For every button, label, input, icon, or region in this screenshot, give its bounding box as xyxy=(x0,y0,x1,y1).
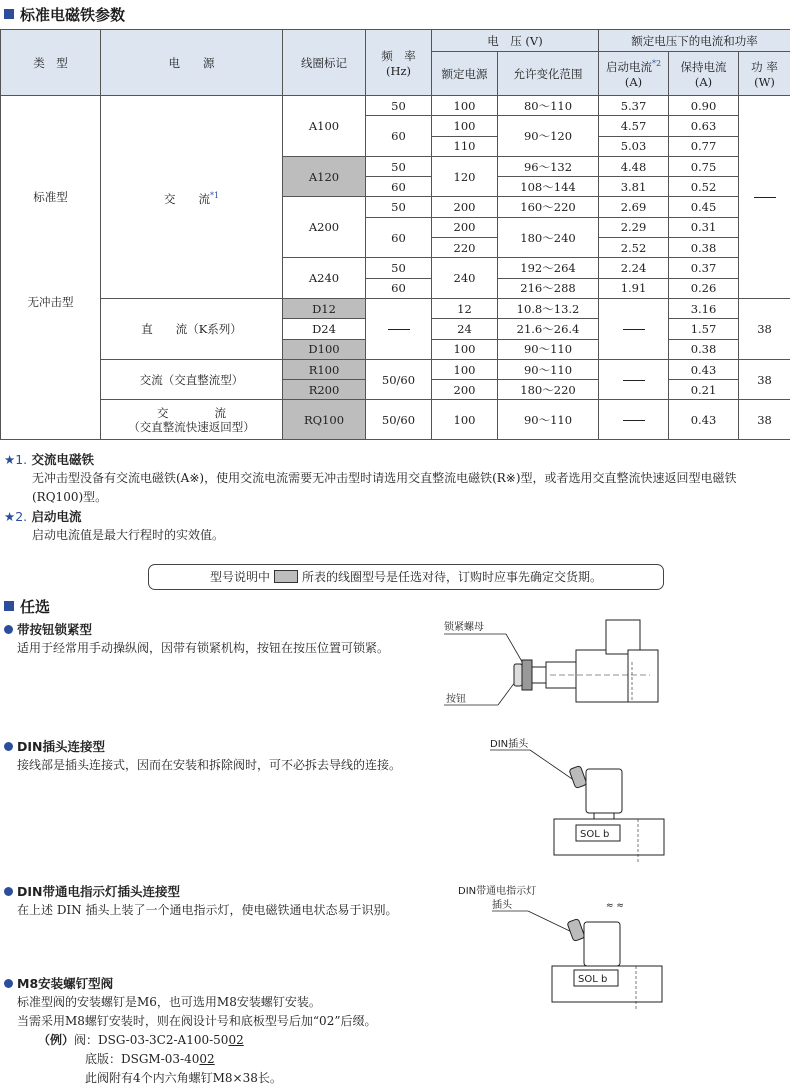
option-heading: DIN带通电指示灯插头连接型 xyxy=(4,882,404,901)
freq-cell: 50 xyxy=(366,96,432,116)
section-title-standard-solenoid: 标准电磁铁参数 xyxy=(4,4,125,25)
din-indicator-label-line1: DIN带通电指示灯 xyxy=(458,886,537,897)
rated-cell: 220 xyxy=(432,238,498,258)
start-cell xyxy=(599,359,669,400)
range-cell: 21.6～26.4 xyxy=(498,319,599,339)
solenoid-spec-table xyxy=(0,29,790,440)
start-cell: 2.29 xyxy=(599,217,669,237)
rated-cell: 200 xyxy=(432,217,498,237)
option-din-connector xyxy=(4,737,404,775)
rated-cell: 100 xyxy=(432,400,498,440)
freq-cell: 50/60 xyxy=(366,400,432,440)
header-start-current: 启动电流$^{*2}$ (A) xyxy=(599,52,669,96)
rated-cell: 120 xyxy=(432,156,498,197)
coil-cell: A200 xyxy=(283,197,366,258)
watt-cell xyxy=(739,96,790,299)
circle-bullet-icon xyxy=(4,625,13,634)
start-cell: 2.52 xyxy=(599,238,669,258)
square-bullet-icon xyxy=(4,601,14,611)
coil-legend-box: 型号说明中 所表的线圈型号是任选对待，订购时应事先确定交货期。 xyxy=(148,564,664,590)
start-cell xyxy=(599,400,669,440)
lock-nut-label: 锁紧螺母 xyxy=(444,622,484,633)
rated-cell: 200 xyxy=(432,380,498,400)
start-cell xyxy=(599,298,669,359)
hold-cell: 0.45 xyxy=(669,197,739,217)
push-button-lock-diagram xyxy=(430,612,660,712)
option-heading: DIN插头连接型 xyxy=(4,737,404,756)
hold-cell: 0.52 xyxy=(669,177,739,197)
section-title-options: 任选 xyxy=(4,596,50,617)
header-hold-current: 保持电流 (A) xyxy=(669,52,739,96)
header-rated-voltage: 额定电源 xyxy=(432,52,498,96)
header-current-group: 额定电压下的电流和功率 xyxy=(599,30,790,52)
type-shockless-cell: 无冲击型 xyxy=(1,298,101,439)
hold-cell: 0.43 xyxy=(669,400,739,440)
coil-cell: D100 xyxy=(283,339,366,359)
power-ac-cell: 交 流$^{*1}$ xyxy=(101,96,283,299)
rated-cell: 12 xyxy=(432,298,498,318)
start-cell: 5.03 xyxy=(599,136,669,156)
hold-cell: 0.77 xyxy=(669,136,739,156)
range-cell: 10.8～13.2 xyxy=(498,298,599,318)
power-dc-cell: 直 流（K系列） xyxy=(101,298,283,359)
power-fast-cell: 交 流 （交直整流快速返回型） xyxy=(101,400,283,440)
sol-b-label: SOL b xyxy=(578,974,608,985)
coil-cell: D12 xyxy=(283,298,366,318)
circle-bullet-icon xyxy=(4,742,13,751)
dash-icon xyxy=(754,197,776,198)
hold-cell: 0.31 xyxy=(669,217,739,237)
header-power: 电 源 xyxy=(101,30,283,96)
table-row xyxy=(1,298,790,318)
table-row xyxy=(1,96,790,116)
freq-cell: 60 xyxy=(366,177,432,197)
power-rect-cell: 交流（交直整流型） xyxy=(101,359,283,400)
freq-cell: 50 xyxy=(366,258,432,278)
start-cell: 2.24 xyxy=(599,258,669,278)
option-heading: M8安装螺钉型阀 xyxy=(4,974,564,993)
watt-cell: 38 xyxy=(739,359,790,400)
circle-bullet-icon xyxy=(4,979,13,988)
option-heading: 带按钮锁紧型 xyxy=(4,620,404,639)
header-coil: 线圈标记 xyxy=(283,30,366,96)
start-cell: 5.37 xyxy=(599,96,669,116)
hold-cell: 0.38 xyxy=(669,238,739,258)
rated-cell: 100 xyxy=(432,339,498,359)
hold-cell: 0.75 xyxy=(669,156,739,176)
option-push-button-lock xyxy=(4,620,404,658)
freq-cell: 60 xyxy=(366,116,432,157)
rated-cell: 24 xyxy=(432,319,498,339)
note-1-text: 无冲击型没备有交流电磁铁(A※)，使用交流电流需要无冲击型时请选用交直整流电磁铁(R※)型，或者选用交直整流快速返回型电磁铁(RQ100)型。 xyxy=(32,471,737,504)
header-voltage-range: 允许变化范围 xyxy=(498,52,599,96)
coil-cell: A240 xyxy=(283,258,366,299)
option-text: 在上述 DIN 插头上装了一个通电指示灯，使电磁铁通电状态易于识别。 xyxy=(17,903,398,917)
range-cell: 108～144 xyxy=(498,177,599,197)
circle-bullet-icon xyxy=(4,887,13,896)
gray-swatch-icon xyxy=(274,570,298,583)
coil-cell: R100 xyxy=(283,359,366,379)
dash-icon xyxy=(623,329,645,330)
option-text-2: 当需采用M8螺钉安装时，则在阀设计号和底板型号后加“02”后缀。 xyxy=(17,1014,377,1028)
table-row xyxy=(1,359,790,379)
rated-cell: 100 xyxy=(432,96,498,116)
dash-icon xyxy=(388,329,410,330)
option-din-with-indicator xyxy=(4,882,404,920)
type-standard-cell: 标准型 xyxy=(1,96,101,299)
coil-cell: A120 xyxy=(283,156,366,197)
range-cell: 90～110 xyxy=(498,400,599,440)
coil-cell: RQ100 xyxy=(283,400,366,440)
dash-icon xyxy=(623,380,645,381)
range-cell: 160～220 xyxy=(498,197,599,217)
footnotes xyxy=(4,450,786,545)
freq-cell: 60 xyxy=(366,217,432,258)
range-cell: 90～110 xyxy=(498,339,599,359)
note-2-heading: ★2. 启动电流 xyxy=(4,509,82,524)
range-cell: 216～288 xyxy=(498,278,599,298)
hold-cell: 0.90 xyxy=(669,96,739,116)
range-cell: 180～220 xyxy=(498,380,599,400)
option-text: 接线部是插头连接式，因而在安装和拆除阀时，可不必拆去导线的连接。 xyxy=(17,758,402,772)
freq-cell: 50 xyxy=(366,156,432,176)
header-power-watt: 功 率 (W) xyxy=(739,52,790,96)
note-2-text: 启动电流值是最大行程时的实效值。 xyxy=(32,528,225,542)
watt-cell: 38 xyxy=(739,400,790,440)
option-m8-bolt-valve xyxy=(4,974,564,1088)
coil-cell: A100 xyxy=(283,96,366,157)
example-base: 底版：DSGM-03-4002 xyxy=(85,1052,215,1066)
rated-cell: 100 xyxy=(432,116,498,136)
range-cell: 96～132 xyxy=(498,156,599,176)
din-indicator-label-line2: 插头 xyxy=(492,900,512,911)
range-cell: 90～120 xyxy=(498,116,599,157)
sol-b-label: SOL b xyxy=(580,829,610,840)
hold-cell: 0.38 xyxy=(669,339,739,359)
freq-cell: 60 xyxy=(366,278,432,298)
header-frequency: 频 率 (Hz) xyxy=(366,30,432,96)
table-row xyxy=(1,400,790,440)
hold-cell: 3.16 xyxy=(669,298,739,318)
rated-cell: 110 xyxy=(432,136,498,156)
start-cell: 4.48 xyxy=(599,156,669,176)
din-connector-diagram xyxy=(470,735,680,865)
start-cell: 4.57 xyxy=(599,116,669,136)
watt-cell: 38 xyxy=(739,298,790,359)
header-voltage: 电 压 (V) xyxy=(432,30,599,52)
dash-icon xyxy=(623,420,645,421)
rated-cell: 200 xyxy=(432,197,498,217)
button-label: 按钮 xyxy=(446,694,466,705)
coil-cell: R200 xyxy=(283,380,366,400)
square-bullet-icon xyxy=(4,9,14,19)
header-type: 类 型 xyxy=(1,30,101,96)
range-cell: 80～110 xyxy=(498,96,599,116)
range-cell: 180～240 xyxy=(498,217,599,258)
hold-cell: 0.26 xyxy=(669,278,739,298)
note-1-heading: ★1. 交流电磁铁 xyxy=(4,452,95,467)
rated-cell: 100 xyxy=(432,359,498,379)
start-cell: 3.81 xyxy=(599,177,669,197)
hold-cell: 0.63 xyxy=(669,116,739,136)
start-cell: 1.91 xyxy=(599,278,669,298)
option-text-1: 标准型阀的安装螺钉是M6，也可选用M8安装螺钉安装。 xyxy=(17,995,321,1009)
hold-cell: 1.57 xyxy=(669,319,739,339)
freq-cell: 50 xyxy=(366,197,432,217)
hold-cell: 0.43 xyxy=(669,359,739,379)
range-cell: 192～264 xyxy=(498,258,599,278)
example-valve: （例）阀：DSG-03-3C2-A100-5002 xyxy=(38,1033,244,1047)
freq-cell: 50/60 xyxy=(366,359,432,400)
freq-cell xyxy=(366,298,432,359)
range-cell: 90～110 xyxy=(498,359,599,379)
din-plug-label: DIN插头 xyxy=(490,739,529,750)
start-cell: 2.69 xyxy=(599,197,669,217)
coil-cell: D24 xyxy=(283,319,366,339)
rated-cell: 240 xyxy=(432,258,498,299)
option-text: 适用于经常用手动操纵阀，因带有锁紧机构，按钮在按压位置可锁紧。 xyxy=(17,641,390,655)
example-note: 此阀附有4个内六角螺钉M8×38长。 xyxy=(85,1071,282,1085)
hold-cell: 0.37 xyxy=(669,258,739,278)
indicator-light-icon: ≈ ≈ xyxy=(606,901,624,911)
hold-cell: 0.21 xyxy=(669,380,739,400)
